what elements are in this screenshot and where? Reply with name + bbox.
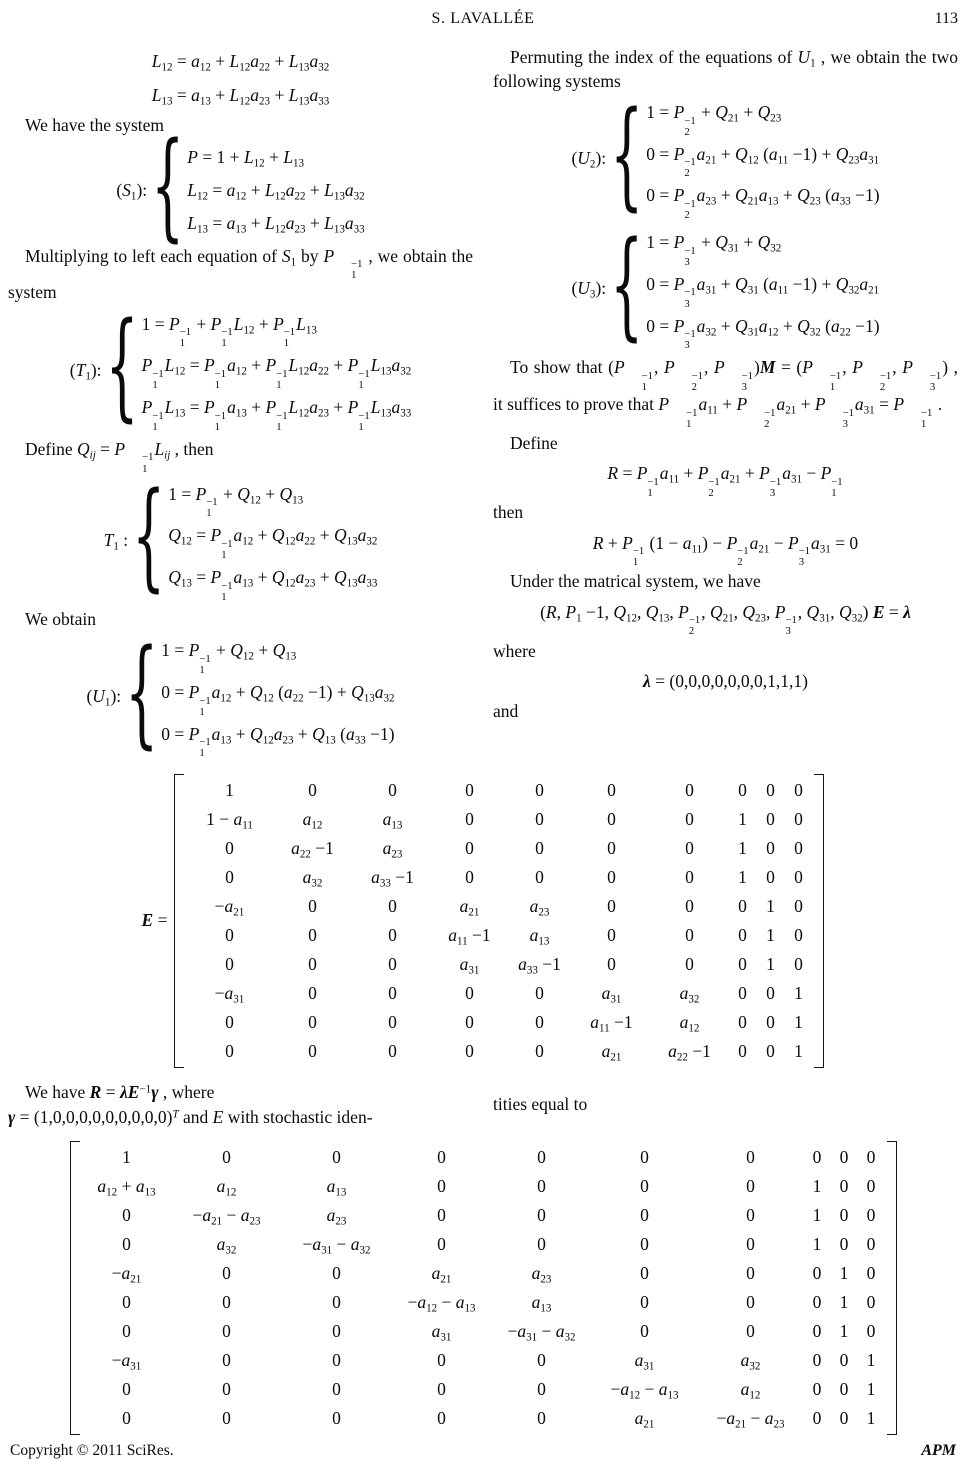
- matrix-cell: $a_{13}$: [531, 1291, 552, 1315]
- matrix-cell: 0: [839, 1204, 849, 1225]
- system-U1-label: $(U_1)$:: [86, 686, 122, 709]
- matrix-cell: 0: [794, 924, 803, 945]
- matrix-cell: 0: [388, 1011, 397, 1032]
- matrix-cell: 0: [812, 1349, 822, 1370]
- matrix-cell: 0: [535, 982, 544, 1003]
- matrix-cell: 0: [388, 779, 397, 800]
- matrix-cell: $a_{12} + a_{13}$: [97, 1175, 156, 1199]
- matrix-cell: 0: [685, 779, 694, 800]
- matrix-cell: $a_{12}$: [216, 1175, 237, 1199]
- matrix-left-bracket: [70, 1141, 80, 1435]
- matrix-cell: $a_{13}$: [382, 808, 403, 832]
- matrix-cell: 0: [465, 1011, 474, 1032]
- matrix-cell: 0: [122, 1407, 131, 1428]
- matrix-cell: 0: [332, 1262, 341, 1283]
- matrix-cell: 0: [607, 895, 616, 916]
- matrix-cell: 0: [607, 866, 616, 887]
- paragraph-tities-equal-to: tities equal to: [493, 1093, 588, 1114]
- matrix-cell: 0: [225, 953, 234, 974]
- matrix-cell: 0: [746, 1262, 755, 1283]
- matrix-cell: 1: [122, 1146, 131, 1167]
- matrix-cell: 0: [388, 982, 397, 1003]
- matrix-cell: 0: [537, 1146, 546, 1167]
- matrix-cell: 0: [794, 837, 803, 858]
- matrix-cell: 0: [535, 837, 544, 858]
- matrix-cell: 0: [746, 1320, 755, 1341]
- matrix-cell: 0: [839, 1146, 849, 1167]
- matrix-cell: $-a_{31} - a_{32}$: [302, 1233, 371, 1257]
- system-U1: [8, 634, 473, 759]
- matrix-cell: $a_{11} -1$: [590, 1011, 633, 1035]
- matrix-cell: 1: [225, 779, 234, 800]
- matrix-cell: 0: [122, 1204, 131, 1225]
- matrix-cell: 1: [866, 1349, 876, 1370]
- matrix-cell: 0: [685, 924, 694, 945]
- system-T1-lines: [142, 308, 412, 433]
- matrix-cell: 0: [122, 1291, 131, 1312]
- equation-line: 0 = P −1 2 $a_{23} + Q_{21}a_{13} + Q_{23}$ $(a_{33} -1)$: [646, 185, 880, 222]
- matrix-cell: 0: [537, 1233, 546, 1254]
- matrix-cell: $a_{21}$: [459, 895, 480, 919]
- equation-line: 0 = P −1 3 $a_{32} + Q_{31}a_{12} + Q_{32}$ $(a_{22} -1)$: [646, 315, 880, 352]
- equation-L13: $L_{13} = a_{13} + L_{12}a_{23} + L_{13}a_{33}$: [151, 85, 330, 108]
- system-U1-lines: [161, 634, 394, 759]
- equation-line: P −1 1 $L_{13} = P$ −1 1 $a_{13} + P$ −1 1 $L_{12}a_{23} + P$ −1 1 $L_{13}a_{33}$: [141, 397, 412, 433]
- system-S1-lines: [187, 141, 364, 240]
- matrix-cell: 0: [738, 924, 747, 945]
- matrix-cell: 0: [839, 1233, 849, 1254]
- matrix-cell: 0: [812, 1291, 822, 1312]
- matrix-cell: 0: [766, 837, 775, 858]
- copyright-notice: Copyright © 2011 SciRes.: [10, 1441, 174, 1459]
- matrix-cell: 0: [738, 1040, 747, 1061]
- matrix-cell: 0: [332, 1349, 341, 1370]
- matrix-cell: $-a_{12} - a_{13}$: [407, 1291, 476, 1315]
- matrix-cell: $-a_{12} - a_{13}$: [610, 1378, 679, 1402]
- stochastic-matrix: [70, 1141, 897, 1435]
- paragraph-gamma-vector: $\gamma = (1,0,0,0,0,0,0,0,0,0)^T$ and E with stochastic iden-: [8, 1107, 373, 1128]
- matrix-cell: $a_{23}$: [326, 1204, 347, 1228]
- matrix-cell: 0: [839, 1349, 849, 1370]
- equation-row-vector-E-lambda: (R, $P_1 -1$, $Q_{12}$, $Q_{13}$, P −1 2 , $Q_{21}$, $Q_{23}$, P −1 3 , $Q_{31}$, $Q_{32}$) E = λ: [540, 601, 911, 638]
- matrix-cell: 0: [332, 1407, 341, 1428]
- matrix-cell: 0: [465, 1040, 474, 1061]
- system-T1-label: $(T_1)$:: [69, 359, 102, 383]
- matrix-cell: $a_{21}$: [634, 1407, 655, 1431]
- system-S1-label: $(S_1)$:: [116, 179, 148, 203]
- matrix-cell: 0: [535, 1011, 544, 1032]
- matrix-cell: 0: [465, 866, 474, 887]
- matrix-cell: 0: [685, 837, 694, 858]
- matrix-cell: 0: [222, 1378, 231, 1399]
- matrix-cell: $a_{33} -1$: [371, 866, 414, 890]
- matrix-cell: 0: [866, 1320, 876, 1341]
- paragraph-and: and: [493, 701, 519, 722]
- matrix-cell: 0: [308, 779, 317, 800]
- matrix-cell: 0: [225, 1011, 234, 1032]
- stochastic-matrix-block: [8, 1141, 958, 1435]
- paragraph-under-matrical: Under the matrical system, we have: [510, 571, 761, 592]
- equation-line: 1 = P −1 3 + $Q_{31} + Q_{32}$: [646, 232, 782, 268]
- paragraph-permuting: Permuting the index of the equations of $U_1$ , we obtain the two following systems: [493, 47, 959, 91]
- equation-line: 0 = P −1 1 $a_{12} + Q_{12}$ $(a_{22} -1) + Q_{13}a_{32}$: [161, 682, 395, 718]
- matrix-cell: 0: [794, 953, 803, 974]
- matrix-cell: 0: [437, 1407, 446, 1428]
- matrix-cell: 0: [535, 866, 544, 887]
- equation-line: $P = 1 + L_{12} + L_{13}$: [187, 146, 305, 170]
- equation-line: 0 = P −1 3 $a_{31} + Q_{31}$ $(a_{11} -1) + Q_{32}a_{21}$: [646, 273, 880, 310]
- paragraph-where: where: [493, 640, 536, 661]
- matrix-cell: 0: [794, 779, 803, 800]
- bottom-left-cell: [8, 1079, 473, 1132]
- matrix-cell: $a_{11} -1$: [448, 924, 491, 948]
- system-U2-label: $(U_2)$:: [571, 148, 607, 171]
- matrix-cell: 0: [746, 1233, 755, 1254]
- paragraph-we-have-system: We have the system: [25, 115, 165, 135]
- matrix-cell: $a_{13}$: [326, 1175, 347, 1199]
- matrix-left-bracket: [174, 774, 184, 1068]
- matrix-cell: $-a_{21} - a_{23}$: [192, 1204, 261, 1228]
- right-column: [493, 44, 958, 726]
- system-S1: [8, 141, 473, 240]
- matrix-cell: 1: [812, 1204, 822, 1225]
- paragraph-define-Qij: Define $Q_{ij} = P$ −1 1 $L_{ij}$ , then: [25, 438, 214, 475]
- matrix-cell: $a_{31}$: [459, 953, 480, 977]
- equation-line: 1 = P −1 1 + $Q_{12} + Q_{13}$: [161, 640, 297, 677]
- matrix-cell: 0: [308, 924, 317, 945]
- matrix-cell: 0: [766, 982, 775, 1003]
- matrix-cell: 0: [839, 1407, 849, 1428]
- matrix-cell: 0: [537, 1204, 546, 1225]
- left-brace: [610, 88, 643, 223]
- equation-R-definition: R = P −1 1 $a_{11} + P$ −1 2 $a_{21} + P$ −1 3 $a_{31} - P$ −1 1: [607, 463, 843, 500]
- matrix-cell: $a_{12}$: [679, 1011, 700, 1035]
- matrix-cell: 0: [738, 982, 747, 1003]
- running-head: [8, 10, 958, 28]
- matrix-cell: $a_{32}$: [679, 982, 700, 1006]
- equation-line: 1 = P −1 1 + $Q_{12} + Q_{13}$: [168, 483, 304, 520]
- running-head-author: S. LAVALLÉE: [431, 10, 535, 27]
- matrix-cell: 0: [866, 1146, 876, 1167]
- equation-line: 0 = P −1 1 $a_{13} + Q_{12}a_{23} + Q_{13}$ $(a_{33} -1)$: [161, 723, 395, 760]
- matrix-cell: 0: [437, 1233, 446, 1254]
- matrix-cell: 0: [866, 1233, 876, 1254]
- matrix-cell: $a_{21}$: [431, 1262, 452, 1286]
- matrix-cell: 0: [685, 895, 694, 916]
- matrix-cell: 0: [537, 1407, 546, 1428]
- matrix-cell: 0: [225, 866, 234, 887]
- matrix-cell: 0: [465, 837, 474, 858]
- matrix-cell: 0: [122, 1320, 131, 1341]
- matrix-cell: $a_{31}$: [634, 1349, 655, 1373]
- matrix-cell: 0: [607, 779, 616, 800]
- matrix-cell: 0: [839, 1175, 849, 1196]
- matrix-cell: 0: [640, 1146, 649, 1167]
- matrix-cell: $a_{23}$: [531, 1262, 552, 1286]
- left-brace: [151, 120, 184, 255]
- matrix-cell: 0: [332, 1146, 341, 1167]
- equation-line: 1 = P −1 1 + P −1 1 $L_{12} + P$ −1 1 $L_{13}$: [141, 313, 317, 350]
- matrix-cell: 0: [465, 779, 474, 800]
- matrix-cell: 0: [794, 866, 803, 887]
- paragraph-then: then: [493, 502, 524, 523]
- matrix-cell: 0: [437, 1378, 446, 1399]
- paragraph-multiplying: Multiplying to left each equation of $S_1$ by P −1 1 , we obtain the system: [8, 245, 473, 303]
- paragraph-we-obtain: We obtain: [25, 608, 96, 629]
- equation-line: $L_{13} = a_{13} + L_{12}a_{23} + L_{13}a_{33}$: [187, 212, 365, 236]
- matrix-cell: 1: [794, 1040, 803, 1061]
- paragraph-to-show: To show that (P −1 1 , P −1 2 , P −1 3 )M = (P −1 1 , P −1 2 , P −1 3 ) , it suffices to prove that P −1 1 $a_{11} + P$ −1 2 $a_{21} + P$ −1 3 $a_{31} = P$ −1 1 .: [493, 357, 959, 430]
- matrix-cell: $-a_{21}$: [111, 1262, 142, 1286]
- matrix-cell: 0: [465, 982, 474, 1003]
- system-T1: [8, 308, 473, 433]
- matrix-cell: 0: [640, 1175, 649, 1196]
- matrix-cell: $a_{21}$: [601, 1040, 622, 1064]
- matrix-cell: 0: [222, 1407, 231, 1428]
- matrix-cell: 0: [685, 866, 694, 887]
- system-T1-Q: [8, 478, 473, 603]
- left-column: [8, 44, 473, 765]
- journal-abbreviation: APM: [921, 1441, 956, 1459]
- matrix-cell: 1: [794, 982, 803, 1003]
- matrix-cell: 0: [225, 837, 234, 858]
- matrix-cell: 1: [812, 1175, 822, 1196]
- bottom-right-cell: [493, 1079, 958, 1119]
- equation-line: $Q_{13} = P$ −1 1 $a_{13} + Q_{12}a_{23} + Q_{13}a_{33}$: [168, 567, 378, 603]
- matrix-cell: 0: [308, 953, 317, 974]
- matrix-cell: 0: [607, 808, 616, 829]
- matrix-cell: 0: [437, 1349, 446, 1370]
- matrix-cell: 0: [812, 1146, 822, 1167]
- system-U3: [493, 226, 958, 351]
- matrix-cell: $a_{22} -1$: [668, 1040, 711, 1064]
- matrix-cell: 0: [839, 1378, 849, 1399]
- matrix-cell: $-a_{21}$: [214, 895, 245, 919]
- matrix-cell: 0: [537, 1175, 546, 1196]
- matrix-cell: 0: [388, 1040, 397, 1061]
- matrix-cell: 0: [746, 1204, 755, 1225]
- equation-line: P −1 1 $L_{12} = P$ −1 1 $a_{12} + P$ −1 1 $L_{12}a_{22} + P$ −1 1 $L_{13}a_{32}$: [141, 355, 412, 392]
- matrix-cell: 0: [794, 808, 803, 829]
- matrix-E-block: [8, 774, 958, 1068]
- matrix-cell: 1: [766, 953, 775, 974]
- matrix-right-bracket: [887, 1141, 897, 1435]
- matrix-cell: 1: [738, 866, 747, 887]
- matrix-cell: 0: [225, 1040, 234, 1061]
- equation-lambda-vector: λ = (0,0,0,0,0,0,0,1,1,1): [643, 671, 808, 692]
- matrix-cell: 0: [685, 808, 694, 829]
- matrix-cell: 1: [738, 837, 747, 858]
- matrix-cell: 0: [222, 1262, 231, 1283]
- system-T1-Q-lines: [168, 478, 377, 603]
- matrix-cell: 0: [607, 924, 616, 945]
- matrix-cell: 0: [332, 1378, 341, 1399]
- matrix-cell: 0: [640, 1204, 649, 1225]
- matrix-cell: 0: [332, 1320, 341, 1341]
- matrix-cell: 0: [640, 1233, 649, 1254]
- matrix-cell: $a_{31}$: [601, 982, 622, 1006]
- matrix-cell: 0: [308, 1040, 317, 1061]
- matrix-cell: 0: [535, 779, 544, 800]
- matrix-E-grid: [184, 774, 814, 1068]
- matrix-cell: 0: [746, 1175, 755, 1196]
- matrix-cell: 0: [537, 1349, 546, 1370]
- matrix-cell: 1: [866, 1407, 876, 1428]
- left-brace: [125, 626, 158, 761]
- matrix-cell: 0: [388, 924, 397, 945]
- matrix-cell: 1: [839, 1291, 849, 1312]
- paragraph-define-R: Define: [510, 432, 558, 453]
- matrix-cell: 0: [738, 779, 747, 800]
- matrix-cell: $a_{33} -1$: [518, 953, 561, 977]
- system-U2: [493, 96, 958, 221]
- matrix-cell: 0: [332, 1291, 341, 1312]
- matrix-cell: 0: [685, 953, 694, 974]
- matrix-cell: 0: [866, 1175, 876, 1196]
- bottom-text-row: [8, 1079, 958, 1132]
- matrix-cell: $1 - a_{11}$: [206, 808, 253, 832]
- matrix-cell: 0: [388, 895, 397, 916]
- left-brace: [132, 470, 165, 605]
- matrix-cell: 0: [746, 1146, 755, 1167]
- two-column-body: [8, 44, 958, 765]
- matrix-cell: 0: [535, 808, 544, 829]
- matrix-cell: $-a_{31} - a_{32}$: [507, 1320, 576, 1344]
- matrix-cell: 0: [812, 1378, 822, 1399]
- matrix-cell: 0: [122, 1233, 131, 1254]
- matrix-cell: 0: [738, 895, 747, 916]
- matrix-cell: 0: [222, 1320, 231, 1341]
- matrix-cell: $a_{23}$: [382, 837, 403, 861]
- matrix-cell: 0: [812, 1407, 822, 1428]
- matrix-cell: 0: [866, 1291, 876, 1312]
- matrix-cell: 1: [866, 1378, 876, 1399]
- matrix-cell: $a_{32}$: [302, 866, 323, 890]
- matrix-cell: 0: [222, 1146, 231, 1167]
- matrix-cell: 0: [308, 1011, 317, 1032]
- matrix-cell: 0: [766, 779, 775, 800]
- left-brace: [610, 218, 643, 353]
- page-number: 113: [934, 10, 958, 27]
- matrix-cell: 0: [535, 1040, 544, 1061]
- matrix-cell: $a_{12}$: [740, 1378, 761, 1402]
- matrix-cell: $a_{23}$: [529, 895, 550, 919]
- matrix-cell: 1: [766, 924, 775, 945]
- system-T1-Q-label: $T_1$ :: [103, 529, 129, 553]
- matrix-cell: 0: [388, 953, 397, 974]
- matrix-cell: 0: [225, 924, 234, 945]
- matrix-right-bracket: [814, 774, 824, 1068]
- equation-R-zero: R + P −1 1 $(1 - a_{11}) - P$ −1 2 $a_{21} - P$ −1 3 $a_{31} = 0$: [592, 532, 859, 569]
- matrix-E-label: E =: [141, 910, 168, 931]
- matrix-cell: 0: [465, 808, 474, 829]
- matrix-cell: 1: [839, 1262, 849, 1283]
- matrix-cell: 0: [766, 808, 775, 829]
- matrix-cell: 0: [738, 1011, 747, 1032]
- matrix-cell: 0: [222, 1349, 231, 1370]
- matrix-cell: $-a_{21} - a_{23}$: [716, 1407, 785, 1431]
- matrix-cell: 0: [794, 895, 803, 916]
- page-footer: [8, 1442, 958, 1460]
- matrix-cell: 0: [738, 953, 747, 974]
- matrix-cell: $a_{13}$: [529, 924, 550, 948]
- matrix-cell: 0: [812, 1320, 822, 1341]
- matrix-cell: 0: [812, 1262, 822, 1283]
- matrix-cell: 0: [437, 1146, 446, 1167]
- matrix-cell: 1: [738, 808, 747, 829]
- matrix-cell: 0: [308, 895, 317, 916]
- matrix-cell: 0: [866, 1262, 876, 1283]
- matrix-cell: 0: [222, 1291, 231, 1312]
- matrix-cell: 0: [766, 866, 775, 887]
- matrix-cell: $a_{31}$: [431, 1320, 452, 1344]
- matrix-cell: 0: [866, 1204, 876, 1225]
- matrix-cell: 0: [640, 1320, 649, 1341]
- matrix-cell: 0: [437, 1175, 446, 1196]
- system-U2-lines: [646, 96, 879, 221]
- equation-line: 0 = P −1 2 $a_{21} + Q_{12}$ $(a_{11} -1) + Q_{23}a_{31}$: [646, 143, 880, 180]
- matrix-cell: 0: [437, 1204, 446, 1225]
- matrix-cell: $a_{12}$: [302, 808, 323, 832]
- matrix-cell: 0: [607, 837, 616, 858]
- matrix-cell: 1: [766, 895, 775, 916]
- system-U3-lines: [646, 226, 879, 351]
- matrix-cell: 0: [607, 953, 616, 974]
- equation-L12: $L_{12} = a_{12} + L_{12}a_{22} + L_{13}a_{32}$: [151, 51, 330, 74]
- matrix-cell: $-a_{31}$: [111, 1349, 142, 1373]
- matrix-cell: 1: [794, 1011, 803, 1032]
- matrix-cell: 0: [766, 1040, 775, 1061]
- matrix-cell: 1: [839, 1320, 849, 1341]
- system-U3-label: $(U_3)$:: [571, 278, 607, 301]
- matrix-cell: 0: [746, 1291, 755, 1312]
- matrix-cell: $a_{32}$: [216, 1233, 237, 1257]
- matrix-cell: $a_{22} -1$: [291, 837, 334, 861]
- stochastic-matrix-grid: [80, 1141, 887, 1435]
- matrix-E: [174, 774, 824, 1068]
- paragraph-we-have-R: We have $R = \lambda E^{-1}\gamma$ , where: [25, 1081, 215, 1102]
- matrix-cell: 0: [640, 1262, 649, 1283]
- matrix-cell: $a_{32}$: [740, 1349, 761, 1373]
- matrix-cell: 0: [308, 982, 317, 1003]
- left-brace: [106, 300, 139, 435]
- equation-line: $Q_{12} = P$ −1 1 $a_{12} + Q_{12}a_{22} + Q_{13}a_{32}$: [168, 525, 378, 562]
- matrix-cell: $-a_{31}$: [214, 982, 245, 1006]
- matrix-cell: 0: [766, 1011, 775, 1032]
- matrix-cell: 0: [122, 1378, 131, 1399]
- matrix-cell: 1: [812, 1233, 822, 1254]
- equation-line: $L_{12} = a_{12} + L_{12}a_{22} + L_{13}a_{32}$: [187, 179, 365, 203]
- equation-line: 1 = P −1 2 + $Q_{21} + Q_{23}$: [646, 102, 782, 138]
- matrix-cell: 0: [537, 1378, 546, 1399]
- matrix-cell: 0: [640, 1291, 649, 1312]
